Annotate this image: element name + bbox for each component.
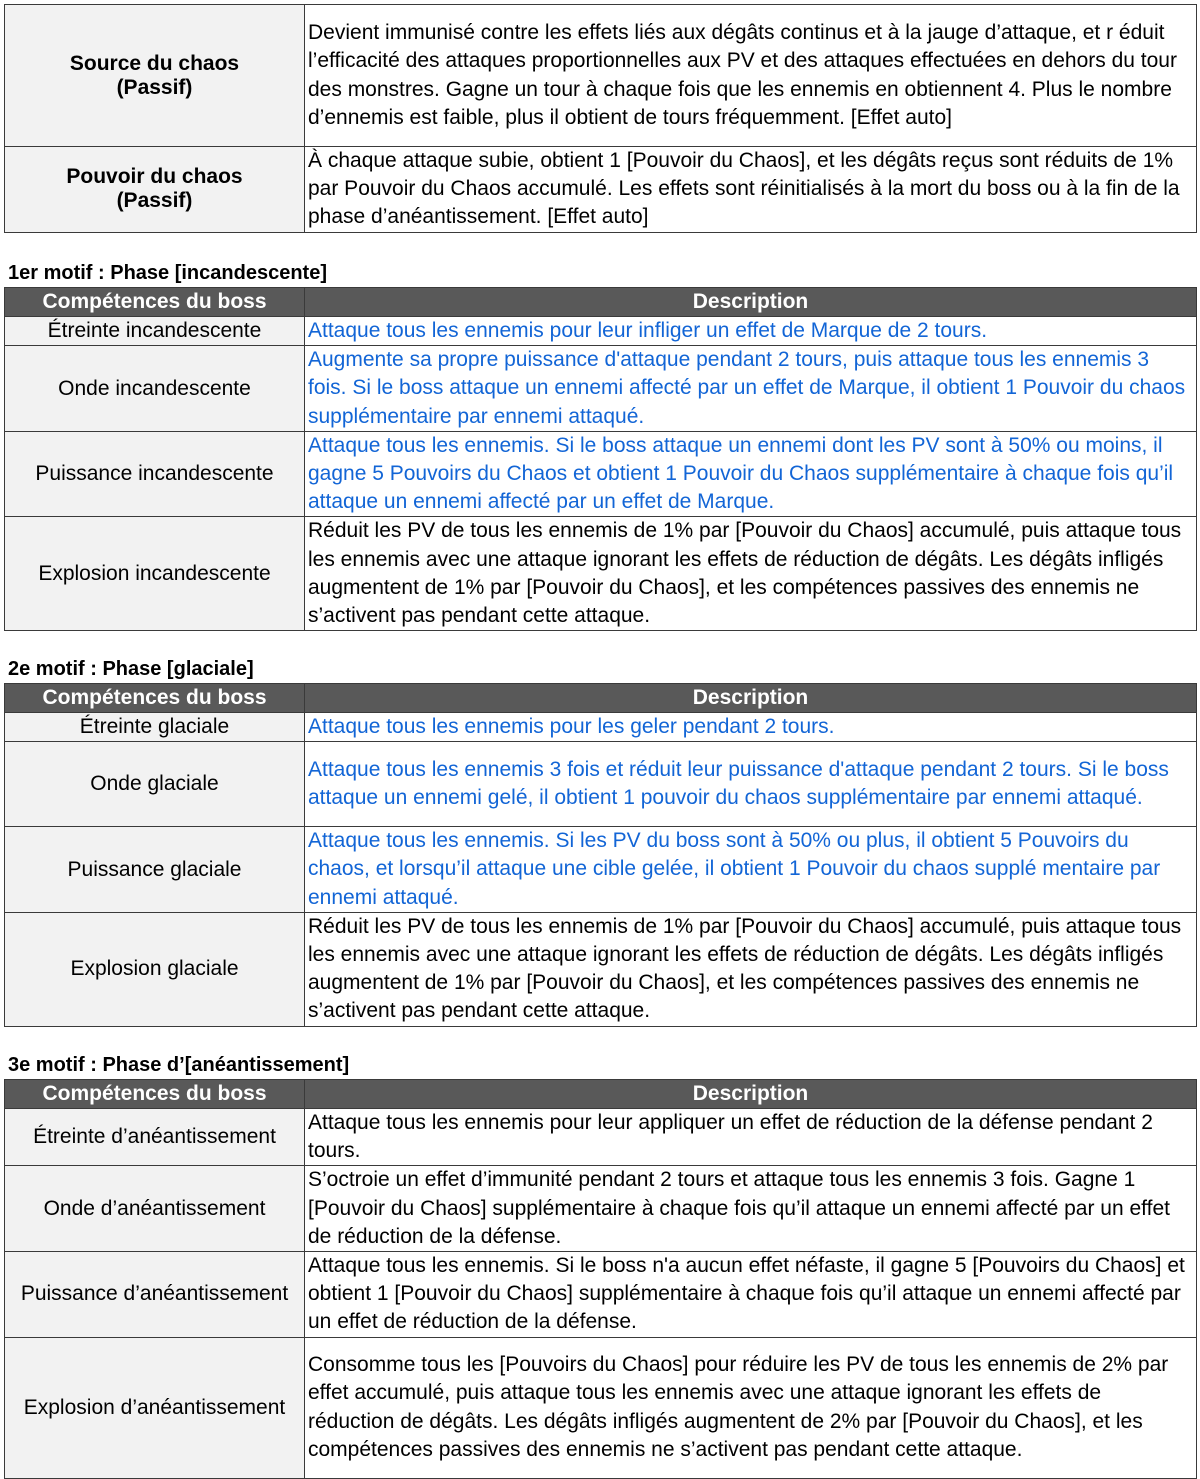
table-row <box>5 713 1197 742</box>
phase-3-table <box>4 1079 1197 1479</box>
table-row <box>5 5 1197 147</box>
table-row <box>5 431 1197 517</box>
table-header-row <box>5 684 1197 713</box>
column-header-skills: Compétences du boss <box>5 684 305 713</box>
column-header-skills: Compétences du boss <box>5 288 305 317</box>
table-row <box>5 147 1197 233</box>
skill-name: Onde glaciale <box>5 742 305 827</box>
skill-name-cell <box>5 147 305 233</box>
phase-1-table <box>4 287 1197 631</box>
table-row <box>5 346 1197 432</box>
table-row <box>5 317 1197 346</box>
section-title: 2e motif : Phase [glaciale] <box>8 658 254 680</box>
column-header-description: Description <box>305 1080 1197 1109</box>
skill-name: Pouvoir du chaos <box>66 165 243 189</box>
skill-name: Puissance d’anéantissement <box>5 1252 305 1338</box>
table-row <box>5 1166 1197 1252</box>
skill-type: (Passif) <box>116 189 193 213</box>
skill-name: Onde incandescente <box>5 346 305 432</box>
skill-name-cell <box>5 5 305 147</box>
table-header-row <box>5 1080 1197 1109</box>
skill-name: Étreinte d’anéantissement <box>5 1109 305 1166</box>
skill-description: Attaque tous les ennemis pour les geler pendant 2 tours. <box>305 713 1197 742</box>
skill-name: Étreinte incandescente <box>5 317 305 346</box>
skill-description: Réduit les PV de tous les ennemis de 1% par [Pouvoir du Chaos] accumulé, puis attaque tous les ennemis avec une attaque ignorant les effets de réduction de dégâts. Les dégâts infligés augmentent de 1% par [Pouvoir du Chaos], et les compétences passives des ennemis ne s’activent pas pendant cette attaque. <box>305 517 1197 631</box>
column-header-description: Description <box>305 684 1197 713</box>
skill-description: Devient immunisé contre les effets liés aux dégâts continus et à la jauge d’attaque, et r éduit l’efficacité des attaques proportionnelles aux PV et des attaques effectuées en dehors du tour des monstres. Gagne un tour à chaque fois que les ennemis en obtiennent 4. Plus le nombre d’ennemis est faible, plus il obtient de tours fréquemment. [Effet auto] <box>305 5 1197 147</box>
table-row <box>5 1252 1197 1338</box>
skill-description: Attaque tous les ennemis. Si le boss n'a aucun effet néfaste, il gagne 5 [Pouvoirs du Chaos] et obtient 1 [Pouvoir du Chaos] supplémentaire à chaque fois qu’il attaque un ennemi affecté par un effet de réduction de la défense. <box>305 1252 1197 1338</box>
table-row <box>5 517 1197 631</box>
table-row <box>5 1337 1197 1478</box>
section-title: 3e motif : Phase d’[anéantissement] <box>8 1054 350 1076</box>
table-row <box>5 912 1197 1026</box>
skill-description: Attaque tous les ennemis pour leur infliger un effet de Marque de 2 tours. <box>305 317 1197 346</box>
skill-name: Étreinte glaciale <box>5 713 305 742</box>
skill-name: Onde d’anéantissement <box>5 1166 305 1252</box>
section-title: 1er motif : Phase [incandescente] <box>8 262 327 284</box>
skill-name: Explosion d’anéantissement <box>5 1337 305 1478</box>
skill-description: Attaque tous les ennemis pour leur appliquer un effet de réduction de la défense pendant 2 tours. <box>305 1109 1197 1166</box>
table-header-row <box>5 288 1197 317</box>
skill-name: Puissance glaciale <box>5 827 305 913</box>
table-row <box>5 827 1197 913</box>
skill-name: Explosion incandescente <box>5 517 305 631</box>
column-header-description: Description <box>305 288 1197 317</box>
skill-description: Attaque tous les ennemis 3 fois et réduit leur puissance d'attaque pendant 2 tours. Si le boss attaque un ennemi gelé, il obtient 1 pouvoir du chaos supplémentaire par ennemi attaqué. <box>305 742 1197 827</box>
passive-skills-table <box>4 4 1197 233</box>
skill-name: Puissance incandescente <box>5 431 305 517</box>
skill-description: S’octroie un effet d’immunité pendant 2 tours et attaque tous les ennemis 3 fois. Gagne 1 [Pouvoir du Chaos] supplémentaire à chaque fois qu’il attaque un ennemi affecté par un effet de réduction de la défense. <box>305 1166 1197 1252</box>
skill-name: Explosion glaciale <box>5 912 305 1026</box>
skill-name: Source du chaos <box>69 51 240 75</box>
skill-description: Attaque tous les ennemis. Si les PV du boss sont à 50% ou plus, il obtient 5 Pouvoirs du chaos, et lorsqu’il attaque une cible gelée, il obtient 1 Pouvoir du chaos supplé mentaire par ennemi attaqué. <box>305 827 1197 913</box>
skill-description: À chaque attaque subie, obtient 1 [Pouvoir du Chaos], et les dégâts reçus sont réduits de 1% par Pouvoir du Chaos accumulé. Les effets sont réinitialisés à la mort du boss ou à la fin de la phase d’anéantissement. [Effet auto] <box>305 147 1197 233</box>
skill-description: Augmente sa propre puissance d'attaque pendant 2 tours, puis attaque tous les ennemis 3 fois. Si le boss attaque un ennemi affecté par un effet de Marque, il obtient 1 Pouvoir du chaos supplémentaire par ennemi attaqué. <box>305 346 1197 432</box>
skill-type: (Passif) <box>116 75 193 99</box>
phase-2-table <box>4 683 1197 1027</box>
skill-description: Attaque tous les ennemis. Si le boss attaque un ennemi dont les PV sont à 50% ou moins, il gagne 5 Pouvoirs du Chaos et obtient 1 Pouvoir du Chaos supplémentaire à chaque fois qu’il attaque un ennemi affecté par un effet de Marque. <box>305 431 1197 517</box>
table-row <box>5 1109 1197 1166</box>
skill-description: Réduit les PV de tous les ennemis de 1% par [Pouvoir du Chaos] accumulé, puis attaque tous les ennemis avec une attaque ignorant les effets de réduction de dégâts. Les dégâts infligés augmentent de 1% par [Pouvoir du Chaos], et les compétences passives des ennemis ne s’activent pas pendant cette attaque. <box>305 912 1197 1026</box>
column-header-skills: Compétences du boss <box>5 1080 305 1109</box>
table-row <box>5 742 1197 827</box>
skill-description: Consomme tous les [Pouvoirs du Chaos] pour réduire les PV de tous les ennemis de 2% par effet accumulé, puis attaque tous les ennemis avec une attaque ignorant les effets de réduction de dégâts. Les dégâts infligés augmentent de 2% par [Pouvoir du Chaos], et les compétences passives des ennemis ne s’activent pas pendant cette attaque. <box>305 1337 1197 1478</box>
